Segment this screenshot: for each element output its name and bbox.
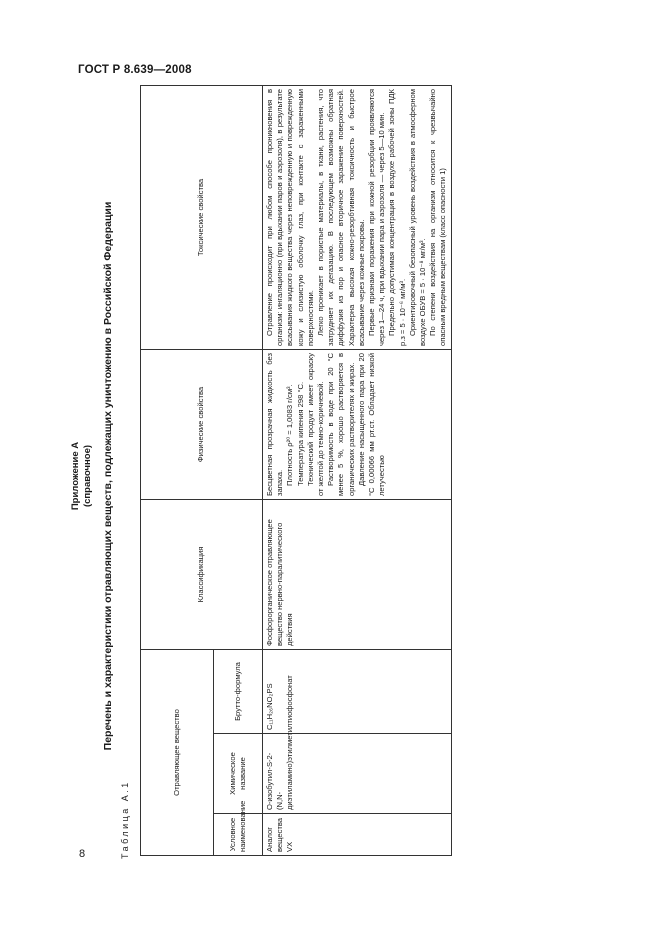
- section-title: Перечень и характеристики отравляющих веществ, подлежащих уничтожению в Российской Федерации: [102, 201, 114, 751]
- header-gross-formula: Брутто-формула: [214, 650, 263, 734]
- phys-paragraph: Растворимость в воде при 20 °С менее 5 %, хорошо растворяется в органических растворителях и жирах.: [326, 353, 356, 496]
- tox-paragraph: По степени воздействия на организм относится к чрезвычайно опасным вредным веществам (класс опасности 1): [428, 89, 448, 346]
- table-caption: Таблица А.1: [120, 780, 130, 859]
- annex-label: Приложение А: [70, 441, 81, 511]
- phys-paragraph: Давление насыщенного пара при 20 °С 0,00066 мм рт.ст. Обладает низкой летучестью: [356, 353, 387, 496]
- tox-paragraph: Первые признаки поражения при кожной резорбции проявляются через 1—24 ч, при вдыхании пара и аэрозоля — через 5—10 мин.: [367, 89, 387, 346]
- substances-table: [140, 85, 452, 856]
- tox-paragraph: Предельно допустимая концентрация в воздухе рабочей зоны ПДК р.з = 5 · 10⁻⁶ мг/м³.: [387, 89, 407, 346]
- header-toxic-properties: Токсические свойства: [141, 86, 263, 350]
- header-chemical-name: Химическое название: [214, 734, 263, 814]
- tox-paragraph: Легко проникает в пористые материалы, в ткани, растения, что затрудняет их дегазацию. В последующем возможны обратная диффузия из пор и опасное вторичное заражение поверхностей. Характерна высокая кожно-резорбтивная токсичность и быстрое всасывание через кожные покровы.: [316, 89, 366, 346]
- cell-physical-properties: [263, 350, 452, 500]
- annex-status: (справочное): [82, 444, 93, 508]
- phys-paragraph: Бесцветная прозрачная жидкость без запаха.: [265, 353, 285, 496]
- table-header-row-1: [141, 86, 214, 856]
- header-conventional-name: Условное наименование: [214, 814, 263, 856]
- phys-paragraph: Плотность ρ²⁰ = 1,0083 г/см³.: [285, 384, 295, 486]
- phys-paragraph: Технический продукт имеет окраску от желтой до темно-коричневой.: [305, 353, 326, 496]
- cell-conventional-name: Аналог вещества VX: [263, 814, 452, 856]
- cell-classification: Фосфорорганическое отравляющее вещество нервно-паралитического действия: [263, 500, 452, 650]
- rotated-page-content: [70, 86, 590, 866]
- annex-heading: [70, 86, 94, 866]
- phys-paragraph: Температура кипения 298 °С.: [295, 381, 305, 486]
- cell-gross-formula: C₁₁H₂₆NO₂PS: [263, 650, 452, 734]
- cell-chemical-name: О-изобутил-S-2-(N,N-диэтиламино)этилметилтиофосфонат: [263, 734, 452, 814]
- tox-paragraph: Ориентировочный безопасный уровень воздействия в атмосферном воздухе ОБУВ = 5 · 10⁻⁸ мг/м³.: [407, 89, 428, 346]
- document-code: ГОСТ Р 8.639—2008: [78, 64, 192, 76]
- page-number: 8: [79, 848, 86, 860]
- header-agent-group: Отравляющее вещество: [141, 650, 214, 856]
- cell-toxic-properties: [263, 86, 452, 350]
- header-classification: Классификация: [141, 500, 263, 650]
- header-physical-properties: Физические свойства: [141, 350, 263, 500]
- tox-paragraph: Отравление происходит при любом способе проникновения в организм: ингаляционно (при вдыхании паров и аэрозоля), в результате всасывания жидкого вещества через неповрежденную и поврежденную кожу и слизистую оболочку глаз, при контакте с зараженными поверхностями.: [265, 89, 315, 346]
- table-row: [263, 86, 452, 856]
